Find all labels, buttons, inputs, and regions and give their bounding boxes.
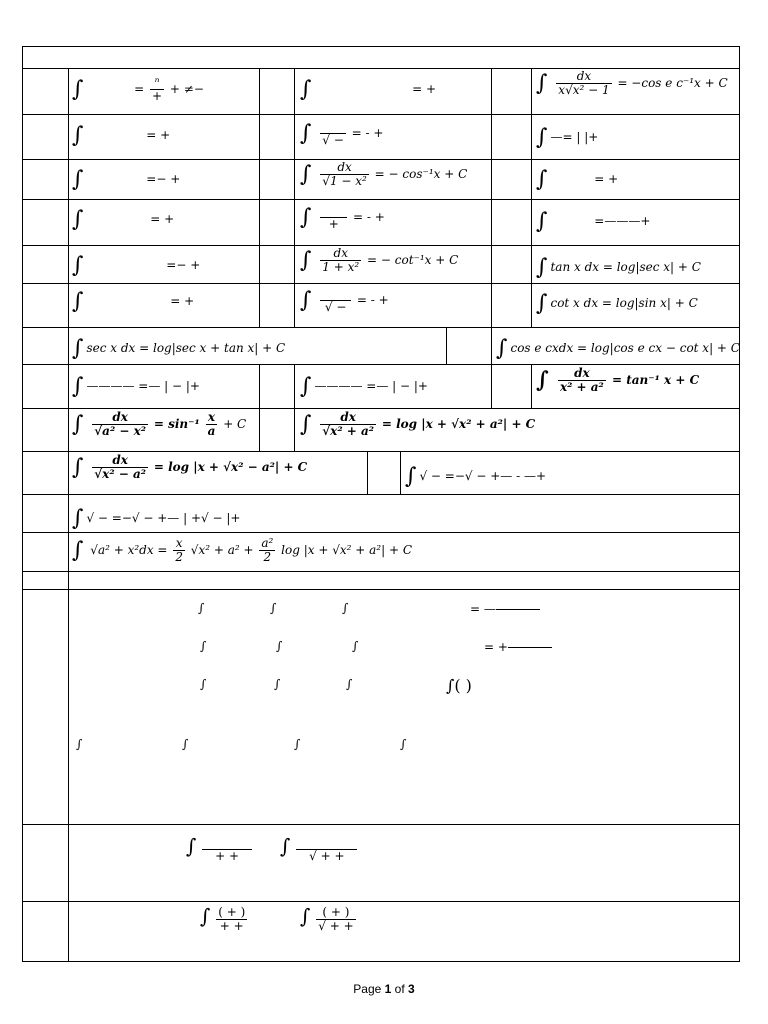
integral-sign: ∫ <box>300 77 312 102</box>
row-divider <box>22 68 740 69</box>
integral-sign: ∫ <box>270 601 277 615</box>
integral-sign: ∫ <box>72 336 84 361</box>
formula-r5-c1: ∫ =− + <box>72 253 201 278</box>
integral-sign: ∫ <box>72 455 84 480</box>
integral-sign: ∫ <box>72 506 84 531</box>
integral-sign: ∫ <box>186 834 197 858</box>
integral-sign: ∫ <box>342 601 349 615</box>
row-divider <box>22 408 740 409</box>
integral-sign: ∫ <box>200 904 211 928</box>
column-divider <box>491 68 492 327</box>
row-divider <box>22 364 740 365</box>
integral-sign: ∫ <box>72 123 84 148</box>
row-divider <box>22 901 740 902</box>
integral-sign: ∫ <box>72 538 84 563</box>
column-divider <box>259 408 260 451</box>
integral-sign: ∫ <box>200 677 207 691</box>
integral-expression: ∫ $\frac{( + )}{+ +}$ <box>200 904 246 933</box>
column-divider <box>446 327 447 364</box>
formula-r4-c3: ∫ =———+ <box>536 209 651 234</box>
column-divider <box>68 68 69 962</box>
integral-sign: ∫ <box>72 289 84 314</box>
row-divider <box>22 451 740 452</box>
formula-r8-c1: ∫ ———— =— | − |+ <box>72 374 200 399</box>
formula-r1-c1: ∫ = $\frac{\text{ⁿ}}{+}$ + ≠− <box>72 75 204 103</box>
formula-r4-c1: ∫ = + <box>72 207 175 232</box>
formula-r5-c2: ∫ $\frac{dx}{\text{1 + x²}}$ = − cot⁻¹x + C <box>300 246 459 274</box>
row-divider <box>22 114 740 115</box>
column-divider <box>531 68 532 327</box>
column-divider <box>294 364 295 451</box>
integral-expression: ∫ √ + + <box>280 836 359 863</box>
formula-r11: ∫ √ − =−√ − +— | +√ − |+ <box>72 506 241 531</box>
row-divider <box>22 532 740 533</box>
formula-r9-c2: ∫ $\frac{dx}{\text{√x² + a²}}$ = log |x + √x² + a²| + C <box>300 410 536 438</box>
formula-r2-c2: ∫ √ − = - + <box>300 121 384 147</box>
integral-sign: ∫ <box>72 374 84 399</box>
formula-r7-left: ∫ sec x dx = log|sec x + tan x| + C <box>72 336 286 361</box>
integral-sign: ∫ <box>536 125 548 150</box>
integral-sign: ∫ <box>276 639 283 653</box>
integral-sign: ∫ <box>300 205 312 230</box>
integral-sign: ∫ <box>72 167 84 192</box>
integral-expression: ∫ + + <box>186 836 254 863</box>
column-divider <box>294 68 295 327</box>
formula-r9-c1: ∫ $\frac{dx}{\text{√a² − x²}}$ = sin⁻¹ $\frac{x}{a}$ + C <box>72 410 247 438</box>
integral-sign: ∫ <box>536 209 548 234</box>
formula-r3-c2: ∫ $\frac{dx}{\text{√1 − x²}}$ = − cos⁻¹x + C <box>300 160 468 188</box>
integral-sign: ∫ <box>300 162 312 187</box>
integral-expression: ∫ $\frac{( + )}{√ + +}$ <box>300 904 354 933</box>
integral-sign: ∫ <box>182 737 189 751</box>
integral-sign: ∫ <box>76 737 83 751</box>
integral-sign: ∫ <box>496 336 508 361</box>
formula-r6-c3: ∫ cot x dx = log|sin x| + C <box>536 291 698 316</box>
column-divider <box>259 364 260 408</box>
column-divider <box>531 364 532 408</box>
formula-r1-c2: ∫ = + <box>300 77 437 102</box>
row-divider <box>22 159 740 160</box>
formula-r1-c3: ∫ $\frac{dx}{\text{x√x² − 1}}$ = −cos e c⁻¹x + C <box>536 69 728 97</box>
integral-sign: ∫ <box>294 737 301 751</box>
column-divider <box>491 364 492 408</box>
integral-sign: ∫ <box>274 677 281 691</box>
page-footer: Page 1 of 3 <box>353 982 415 996</box>
integral-sign: ∫ <box>405 464 417 489</box>
integral-sign: ∫ <box>72 207 84 232</box>
integral-sign: ∫ <box>300 412 312 437</box>
integral-sign: ∫ <box>536 255 548 280</box>
row-divider <box>22 245 740 246</box>
formula-r10-c1: ∫ $\frac{dx}{\text{√x² − a²}}$ = log |x + √x² − a²| + C <box>72 453 308 481</box>
formula-r4-c2: ∫ + = - + <box>300 205 385 231</box>
column-divider <box>400 451 401 494</box>
row-divider <box>22 327 740 328</box>
integral-sign: ∫ <box>346 677 353 691</box>
formula-r7-right: ∫ cos e cxdx = log|cos e cx − cot x| + C <box>496 336 740 361</box>
row-divider <box>22 199 740 200</box>
fraction-fragment: = — <box>470 602 540 616</box>
row-divider <box>22 824 740 825</box>
column-divider <box>367 451 368 494</box>
formula-r6-c1: ∫ = + <box>72 289 195 314</box>
integral-sign: ∫ <box>536 71 548 96</box>
formula-r10-c2: ∫ √ − =−√ − +— - —+ <box>405 464 547 489</box>
row-divider <box>22 494 740 495</box>
formula-r8-c3: ∫ $\frac{dx}{\text{x² + a²}}$ = tan⁻¹ x + C <box>536 366 700 394</box>
integral-sign: ∫ <box>400 737 407 751</box>
column-divider <box>491 327 492 364</box>
integral-sign: ∫ <box>72 253 84 278</box>
integral-sign: ∫ <box>300 248 312 273</box>
integral-sign: ∫ <box>536 291 548 316</box>
integral-sign: ∫ <box>72 77 84 102</box>
fraction-fragment: = + <box>484 640 552 654</box>
integral-sign: ∫ <box>300 374 312 399</box>
integral-paren: ∫( ) <box>446 676 472 695</box>
integral-sign: ∫ <box>536 167 548 192</box>
formula-r12: ∫ √a² + x²dx = $\frac{x}{2}$ √x² + a² + $\frac{\text{a²}}{2}$ log |x + √x² + a²| + C <box>72 536 413 564</box>
integral-sign: ∫ <box>300 288 312 313</box>
formula-r3-c1: ∫ =− + <box>72 167 181 192</box>
integral-sign: ∫ <box>72 412 84 437</box>
formula-r6-c2: ∫ √ − = - + <box>300 288 389 314</box>
integral-sign: ∫ <box>198 601 205 615</box>
formula-r2-c3: ∫ —= | |+ <box>536 125 599 150</box>
integral-sign: ∫ <box>536 367 549 393</box>
formula-r2-c1: ∫ = + <box>72 123 171 148</box>
formula-r3-c3: ∫ = + <box>536 167 619 192</box>
integral-sign: ∫ <box>300 121 312 146</box>
row-divider <box>22 283 740 284</box>
integral-sign: ∫ <box>300 904 311 928</box>
integral-sign: ∫ <box>200 639 207 653</box>
formula-r8-c2: ∫ ———— =— | − |+ <box>300 374 428 399</box>
row-divider <box>22 589 740 590</box>
row-divider <box>22 571 740 572</box>
formula-r5-c3: ∫ tan x dx = log|sec x| + C <box>536 255 701 280</box>
integral-sign: ∫ <box>352 639 359 653</box>
integral-sign: ∫ <box>280 834 291 858</box>
column-divider <box>259 68 260 327</box>
